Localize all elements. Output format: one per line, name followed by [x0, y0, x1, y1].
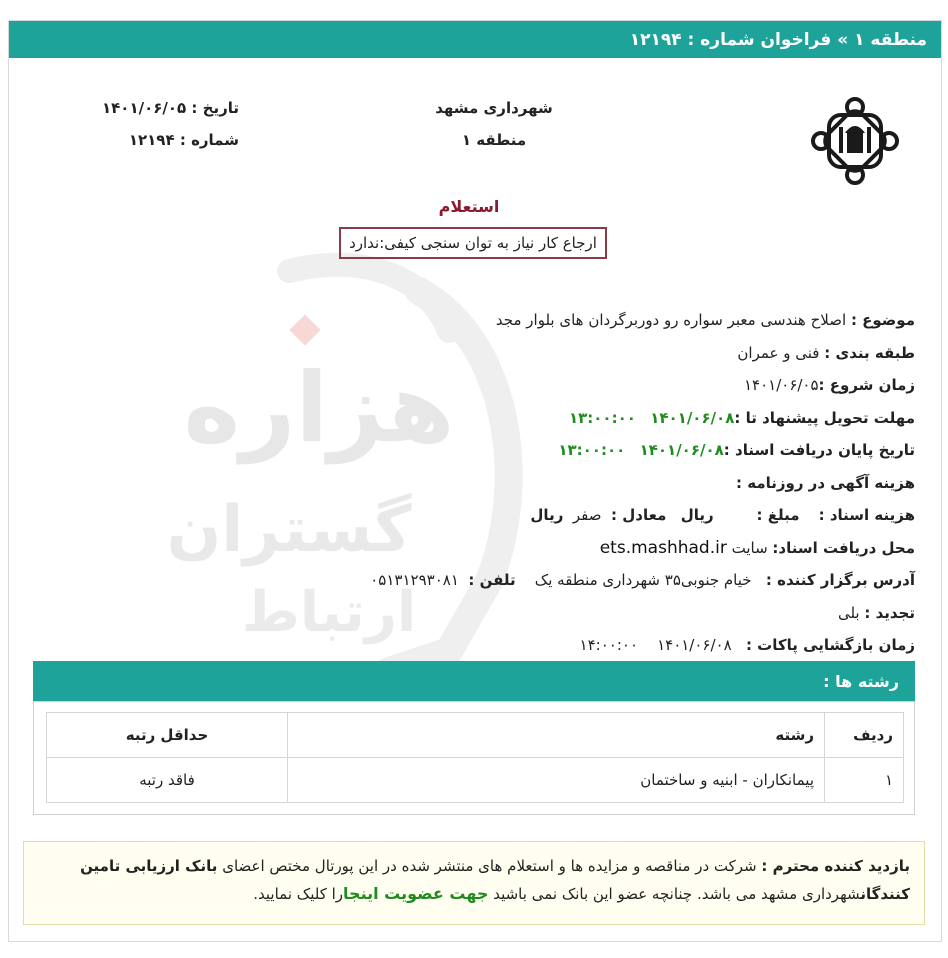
docplace-site: ets.mashhad.ir [599, 537, 727, 558]
cell-min-rank: فاقد رتبه [47, 758, 288, 803]
mashhad-municipality-logo-icon [807, 93, 903, 189]
docend-row [15, 434, 915, 467]
subject-value: اصلاح هندسی معبر سواره رو دوربرگردان های بلوار مجد [495, 311, 847, 329]
org-name: شهرداری مشهد [435, 99, 553, 117]
announcement-fields [15, 304, 915, 662]
quality-assessment-note [339, 227, 607, 259]
doccost-label: هزینه اسناد : [818, 506, 915, 524]
page-title: منطقه ۱ » فراخوان شماره : ۱۲۱۹۴ [629, 29, 927, 50]
date-line [39, 99, 239, 117]
adcost-label: هزینه آگهی در روزنامه : [736, 473, 915, 492]
number-label: شماره : [179, 131, 239, 149]
opening-time: ۱۴:۰۰:۰۰ [579, 636, 638, 654]
fields-table-container [33, 701, 915, 815]
fields-table [46, 712, 904, 803]
renewal-label: تجدید : [864, 603, 915, 622]
amount-unit: ریال [680, 506, 714, 524]
number-value: ۱۲۱۹۴ [128, 131, 175, 149]
address-value: خیام جنوبی۳۵ شهرداری منطقه یک [534, 571, 752, 589]
date-label: تاریخ : [191, 99, 239, 117]
col-header-field: رشته [288, 713, 825, 758]
quality-note-text: ارجاع کار نیاز به توان سنجی کیفی:ندارد [349, 234, 597, 252]
visitor-notice [23, 841, 925, 925]
deadline-date: ۱۴۰۱/۰۶/۰۸ [650, 408, 735, 427]
cell-row-number: ۱ [825, 758, 904, 803]
docend-date: ۱۴۰۱/۰۶/۰۸ [639, 441, 724, 459]
deadline-row [15, 402, 915, 435]
notice-bank: بانک ارزیابی تامین کنندگان [80, 857, 910, 903]
start-row [15, 369, 915, 402]
table-row [47, 758, 904, 803]
docplace-row [15, 532, 915, 565]
category-value: فنی و عمران [737, 343, 820, 362]
docplace-label: محل دریافت اسناد: [772, 538, 915, 557]
address-label: آدرس برگزار کننده : [765, 571, 915, 589]
document-type: استعلام [438, 197, 500, 216]
announcement-frame [8, 20, 942, 942]
opening-date: ۱۴۰۱/۰۶/۰۸ [657, 636, 732, 654]
col-header-row: ردیف [825, 713, 904, 758]
watermark-line3: ارتباط [241, 580, 417, 645]
category-row [15, 337, 915, 370]
category-label: طبقه بندی : [824, 343, 915, 362]
start-value: ۱۴۰۱/۰۶/۰۵ [743, 376, 819, 394]
watermark-line1: هزاره [183, 352, 455, 464]
notice-text1: شرکت در مناقصه و مزایده ها و استعلام های منتشر شده در این پورتال مختص اعضای [222, 857, 757, 875]
org-region: منطقه ۱ [461, 131, 527, 149]
amount-label: مبلغ : [756, 506, 800, 524]
equiv-value: صفر [572, 506, 602, 524]
adcost-row [15, 467, 915, 500]
page-header [9, 21, 941, 58]
docplace-prefix: سایت [731, 538, 768, 557]
deadline-time: ۱۳:۰۰:۰۰ [568, 408, 636, 427]
opening-label: زمان بازگشایی پاکات : [745, 636, 915, 654]
watermark-line2: گستران [166, 493, 412, 567]
phone-label: تلفن : [468, 571, 516, 589]
fields-section-title: رشته ها : [823, 671, 899, 691]
equiv-label: معادل : [611, 506, 667, 524]
deadline-label: مهلت تحویل پیشنهاد تا : [734, 408, 915, 427]
opening-row [15, 629, 915, 662]
table-header-row [47, 713, 904, 758]
number-line [39, 131, 239, 149]
docend-label: تاریخ پایان دریافت اسناد : [723, 441, 915, 459]
col-header-min-rank: حداقل رتبه [47, 713, 288, 758]
renewal-value: بلی [837, 603, 860, 622]
equiv-unit: ریال [530, 506, 564, 524]
date-value: ۱۴۰۱/۰۶/۰۵ [101, 99, 187, 117]
docend-time: ۱۳:۰۰:۰۰ [558, 441, 626, 459]
join-link[interactable]: جهت عضویت اینجا [343, 884, 489, 903]
subject-label: موضوع : [850, 311, 915, 329]
address-row [15, 564, 915, 597]
notice-text3: را کلیک نمایید. [253, 885, 344, 903]
subject-row [15, 304, 915, 337]
doccost-row [15, 499, 915, 532]
start-label: زمان شروع : [818, 376, 915, 394]
phone-value: ۰۵۱۳۱۲۹۳۰۸۱ [370, 571, 459, 589]
notice-text2: شهرداری مشهد می باشد. چنانچه عضو این بانک نمی باشید [493, 885, 861, 903]
fields-section-header [33, 661, 915, 701]
renewal-row [15, 597, 915, 630]
notice-lead: بازدید کننده محترم : [761, 857, 910, 875]
cell-field-name: پیمانکاران - ابنیه و ساختمان [288, 758, 825, 803]
